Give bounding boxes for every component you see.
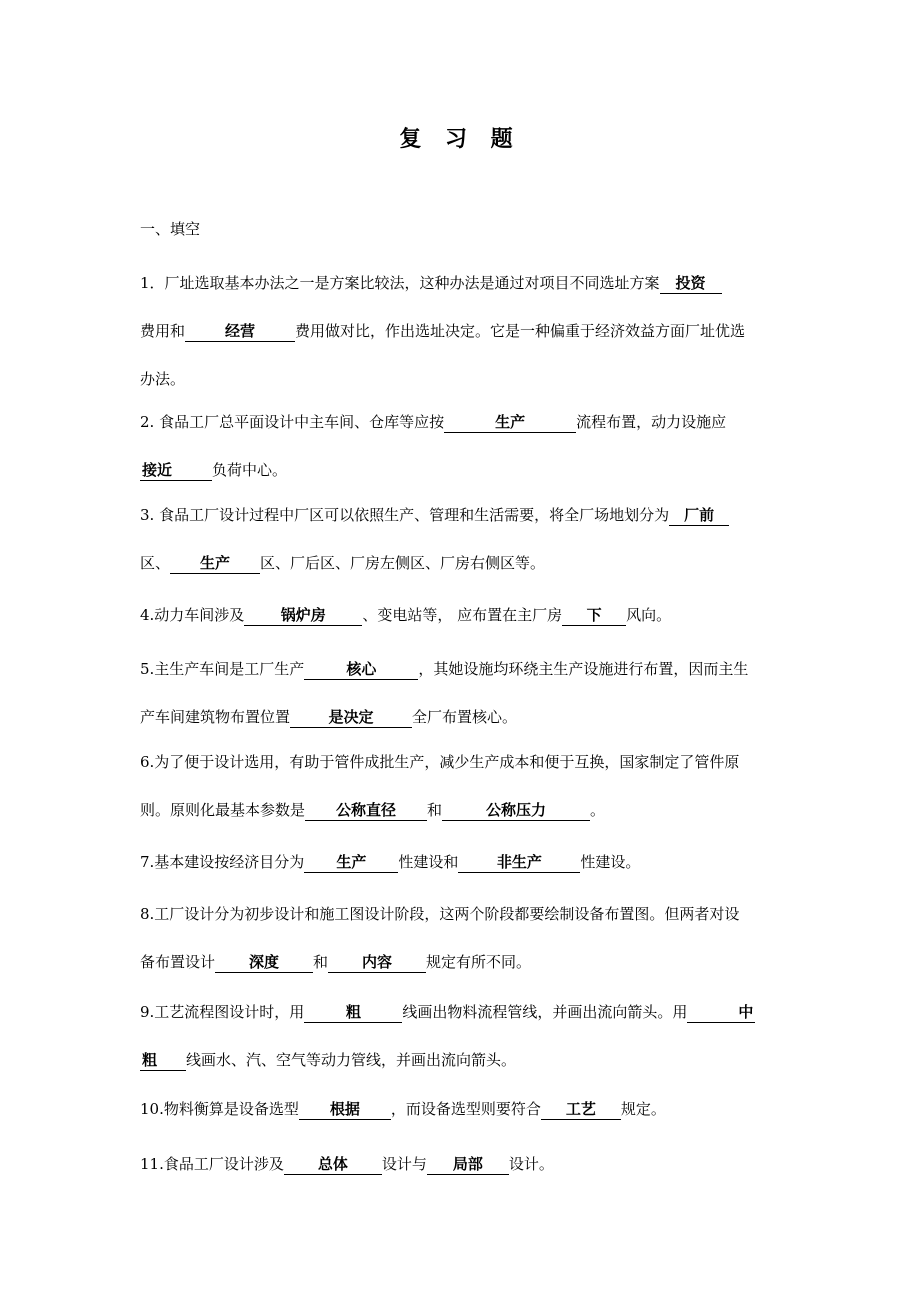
question-5: [140, 645, 790, 741]
answer-blank: 粗: [304, 1002, 402, 1023]
answer-blank: 公称直径: [305, 800, 427, 821]
answer-blank: 深度: [215, 952, 313, 973]
question-text: ，其她设施均环绕主生产设施进行布置，因而主生: [418, 660, 749, 678]
question-2: [140, 398, 790, 494]
question-text: 11.食品工厂设计涉及: [140, 1155, 284, 1173]
answer-blank: 经营: [185, 321, 295, 342]
question-text: 线画水、汽、空气等动力管线，并画出流向箭头。: [186, 1051, 517, 1069]
question-line: [140, 786, 790, 834]
question-1: [140, 259, 790, 403]
question-text: 风向。: [626, 606, 672, 624]
question-line: [140, 491, 790, 539]
question-text: 则。原则化最基本参数是: [140, 801, 306, 819]
answer-blank: 公称压力: [442, 800, 590, 821]
question-text: 和: [313, 953, 329, 971]
answer-blank: 内容: [328, 952, 426, 973]
answer-blank: 接近: [140, 460, 212, 481]
question-line: [140, 890, 790, 938]
question-line: [140, 645, 790, 693]
answer-blank: 锅炉房: [244, 605, 362, 626]
question-line: [140, 693, 790, 741]
question-line: [140, 398, 790, 446]
question-8: [140, 890, 790, 986]
question-text: 规定有所不同。: [426, 953, 532, 971]
question-text: 10.物料衡算是设备选型: [140, 1100, 299, 1118]
answer-blank: 生产: [170, 553, 260, 574]
question-text: 线画出物料流程管线，并画出流向箭头。用: [402, 1003, 688, 1021]
page-title: 复 习 题: [399, 126, 521, 152]
answer-blank: 非生产: [458, 852, 580, 873]
question-text: ，而设备选型则要符合: [390, 1100, 541, 1118]
question-text: 设计与: [381, 1155, 427, 1173]
question-text: 、变电站等， 应布置在主厂房: [362, 606, 563, 624]
question-text: 负荷中心。: [212, 461, 288, 479]
question-4: [140, 591, 790, 639]
question-line: [140, 988, 790, 1036]
answer-blank: 局部: [427, 1154, 509, 1175]
answer-blank: 投资: [660, 273, 722, 294]
question-6: [140, 738, 790, 834]
question-3: [140, 491, 790, 587]
question-text: 费用做对比，作出选址决定。它是一种偏重于经济效益方面厂址优选: [295, 322, 746, 340]
question-text: 区、厂后区、厂房左侧区、厂房右侧区等。: [260, 554, 546, 572]
question-line: [140, 838, 790, 886]
question-line: [140, 1140, 790, 1188]
question-text: 4.动力车间涉及: [140, 606, 245, 624]
answer-blank: 下: [562, 605, 626, 626]
question-line: [140, 355, 790, 403]
answer-blank: 粗: [140, 1050, 186, 1071]
question-7: [140, 838, 790, 886]
answer-blank: 核心: [304, 659, 418, 680]
question-line: [140, 539, 790, 587]
answer-blank: 生产: [444, 412, 576, 433]
question-11: [140, 1140, 790, 1188]
question-line: [140, 259, 790, 307]
answer-blank: 厂前: [669, 505, 729, 526]
answer-blank: 生产: [304, 852, 398, 873]
question-text: 流程布置，动力设施应: [576, 413, 727, 431]
question-text: 规定。: [620, 1100, 666, 1118]
question-text: 2. 食品工厂总平面设计中主车间、仓库等应按: [140, 413, 445, 431]
question-line: [140, 446, 790, 494]
question-text: 5.主生产车间是工厂生产: [140, 660, 305, 678]
question-text: 和: [427, 801, 443, 819]
question-line: [140, 591, 790, 639]
question-text: 。: [590, 801, 606, 819]
question-text: 全厂布置核心。: [412, 708, 518, 726]
section-heading: 一、填空: [140, 220, 201, 238]
question-10: [140, 1085, 790, 1133]
answer-blank: 根据: [299, 1099, 391, 1120]
question-line: [140, 1036, 790, 1084]
question-text: 性建设。: [580, 853, 641, 871]
question-text: 9.工艺流程图设计时，用: [140, 1003, 305, 1021]
question-text: 6.为了便于设计选用，有助于管件成批生产，减少生产成本和便于互换，国家制定了管件原: [140, 753, 740, 771]
answer-blank: 工艺: [541, 1099, 621, 1120]
question-text: 费用和: [140, 322, 186, 340]
question-text: 备布置设计: [140, 953, 216, 971]
question-line: [140, 738, 790, 786]
question-text: 1．厂址选取基本办法之一是方案比较法，这种办法是通过对项目不同选址方案: [140, 274, 660, 292]
answer-blank: 总体: [284, 1154, 382, 1175]
question-text: 7.基本建设按经济目分为: [140, 853, 305, 871]
question-text: 办法。: [140, 370, 186, 388]
question-text: 设计。: [508, 1155, 554, 1173]
question-text: 区、: [140, 554, 171, 572]
answer-blank: 中: [687, 1002, 755, 1023]
question-text: 8.工厂设计分为初步设计和施工图设计阶段，这两个阶段都要绘制设备布置图。但两者对设: [140, 905, 740, 923]
question-text: 性建设和: [398, 853, 459, 871]
question-line: [140, 938, 790, 986]
question-line: [140, 1085, 790, 1133]
question-text: 3. 食品工厂设计过程中厂区可以依照生产、管理和生活需要，将全厂场地划分为: [140, 506, 670, 524]
question-text: 产车间建筑物布置位置: [140, 708, 291, 726]
answer-blank: 是决定: [290, 707, 412, 728]
question-9: [140, 988, 790, 1084]
question-line: [140, 307, 790, 355]
